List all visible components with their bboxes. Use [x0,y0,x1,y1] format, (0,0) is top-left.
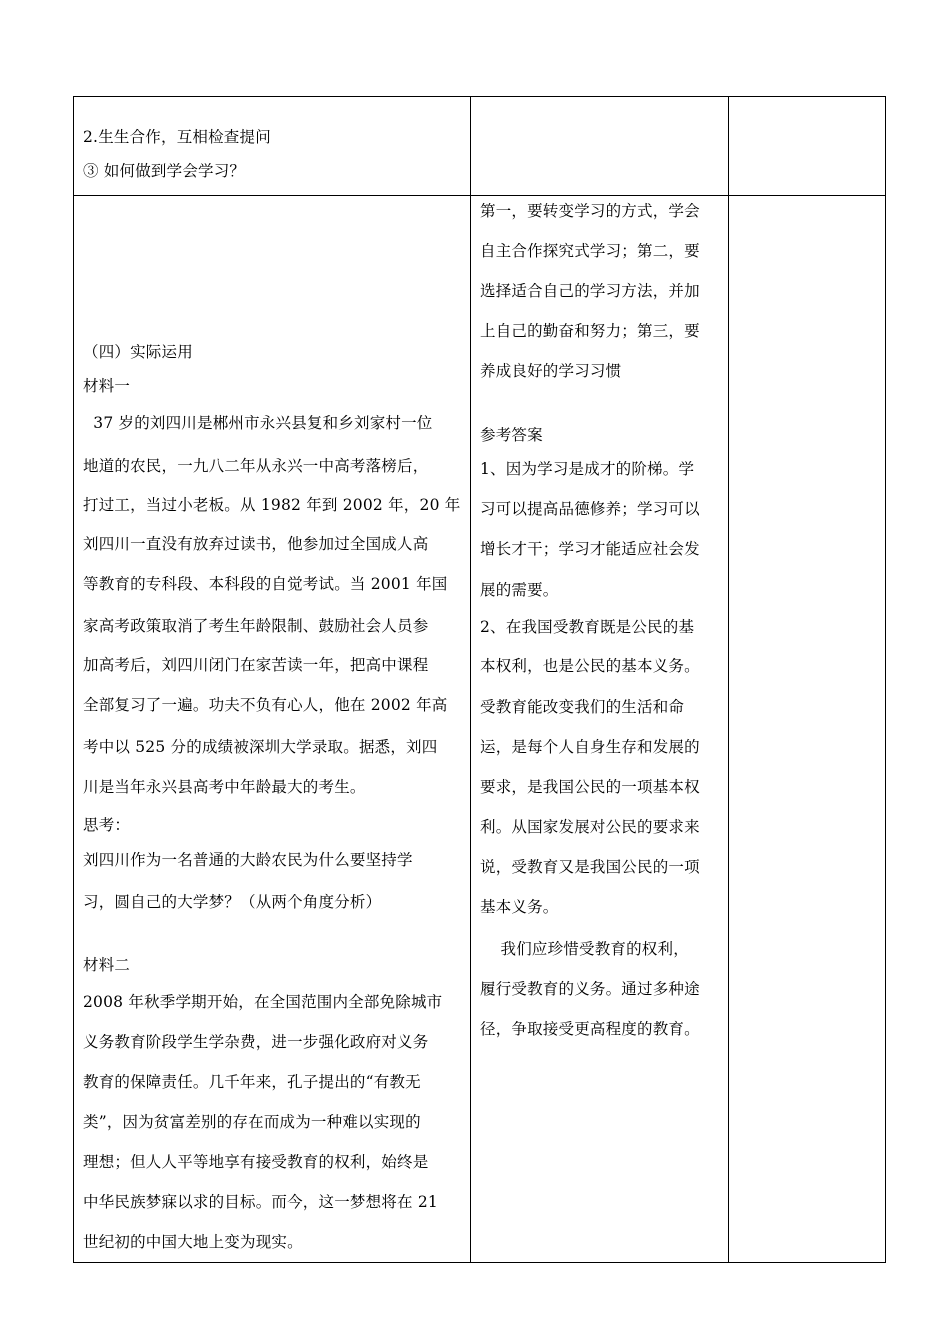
text-line: 要求，是我国公民的一项基本权 [480,778,700,796]
text-line: 类”，因为贫富差别的存在而成为一种难以实现的 [83,1113,421,1131]
table-top-border [73,96,886,97]
text-line: 第一，要转变学习的方式，学会 [480,202,700,220]
table-right-border [885,96,886,1263]
text-line: 中华民族梦寐以求的目标。而今，这一梦想将在 21 [83,1193,438,1211]
row2-middle-cell [480,195,726,1260]
text-line: 说，受教育又是我国公民的一项 [480,858,700,876]
text-line: 我们应珍惜受教育的权利， [480,940,689,958]
text-line: 基本义务。 [480,898,559,916]
text-line: 2008 年秋季学期开始，在全国范围内全部免除城市 [83,993,443,1011]
column-divider-2 [728,96,729,1263]
text-line: 刘四川作为一名普通的大龄农民为什么要坚持学 [83,851,413,869]
text-line: ③ 如何做到学会学习？ [83,162,246,180]
text-line: 习可以提高品德修养；学习可以 [480,500,700,518]
material-label: 材料一 [83,377,131,395]
table-left-border [73,96,74,1263]
text-line: 教育的保障责任。几千年来，孔子提出的“有教无 [83,1073,421,1091]
text-line: 义务教育阶段学生学杂费，进一步强化政府对义务 [83,1033,429,1051]
text-line: 运，是每个人自身生存和发展的 [480,738,700,756]
table-bottom-border [73,1262,886,1263]
text-line: 自主合作探究式学习；第二，要 [480,242,700,260]
material-label: 材料二 [83,956,131,974]
text-line: 等教育的专科段、本科段的自觉考试。当 2001 年国 [83,575,448,593]
text-line: 1、因为学习是成才的阶梯。学 [480,460,695,478]
text-line: 履行受教育的义务。通过多种途 [480,980,700,998]
answer-heading: 参考答案 [480,426,543,444]
text-line: 打过工，当过小老板。从 1982 年到 2002 年，20 年 [83,496,461,514]
column-divider-1 [470,96,471,1263]
think-label: 思考： [83,816,131,834]
text-line: 2、在我国受教育既是公民的基 [480,618,695,636]
text-line: 上自己的勤奋和努力；第三，要 [480,322,700,340]
text-line: 刘四川一直没有放弃过读书，他参加过全国成人高 [83,535,429,553]
text-line: 选择适合自己的学习方法，并加 [480,282,700,300]
text-line: 本权利，也是公民的基本义务。 [480,657,700,675]
text-line: 2.生生合作，互相检查提问 [83,128,271,146]
text-line: 习，圆自己的大学梦？（从两个角度分析） [83,893,382,911]
text-line: 地道的农民，一九八二年从永兴一中高考落榜后， [83,457,429,475]
text-line: 理想；但人人平等地享有接受教育的权利，始终是 [83,1153,429,1171]
text-line: 家高考政策取消了考生年龄限制、鼓励社会人员参 [83,617,429,635]
text-line: 受教育能改变我们的生活和命 [480,698,685,716]
text-line: 全部复习了一遍。功夫不负有心人，他在 2002 年高 [83,696,448,714]
text-line: 37 岁的刘四川是郴州市永兴县复和乡刘家村一位 [83,414,433,432]
text-line: 利。从国家发展对公民的要求来 [480,818,700,836]
text-line: 养成良好的学习习惯 [480,362,622,380]
text-line: 加高考后，刘四川闭门在家苦读一年，把高中课程 [83,656,429,674]
section-heading: （四）实际运用 [83,343,193,361]
text-line: 世纪初的中国大地上变为现实。 [83,1233,303,1251]
text-line: 川是当年永兴县高考中年龄最大的考生。 [83,778,366,796]
row1-left-cell [83,120,463,190]
text-line: 径，争取接受更高程度的教育。 [480,1020,700,1038]
text-line: 展的需要。 [480,581,559,599]
row2-left-cell [83,330,468,1260]
text-line: 考中以 525 分的成绩被深圳大学录取。据悉，刘四 [83,738,438,756]
text-line: 增长才干；学习才能适应社会发 [480,540,700,558]
